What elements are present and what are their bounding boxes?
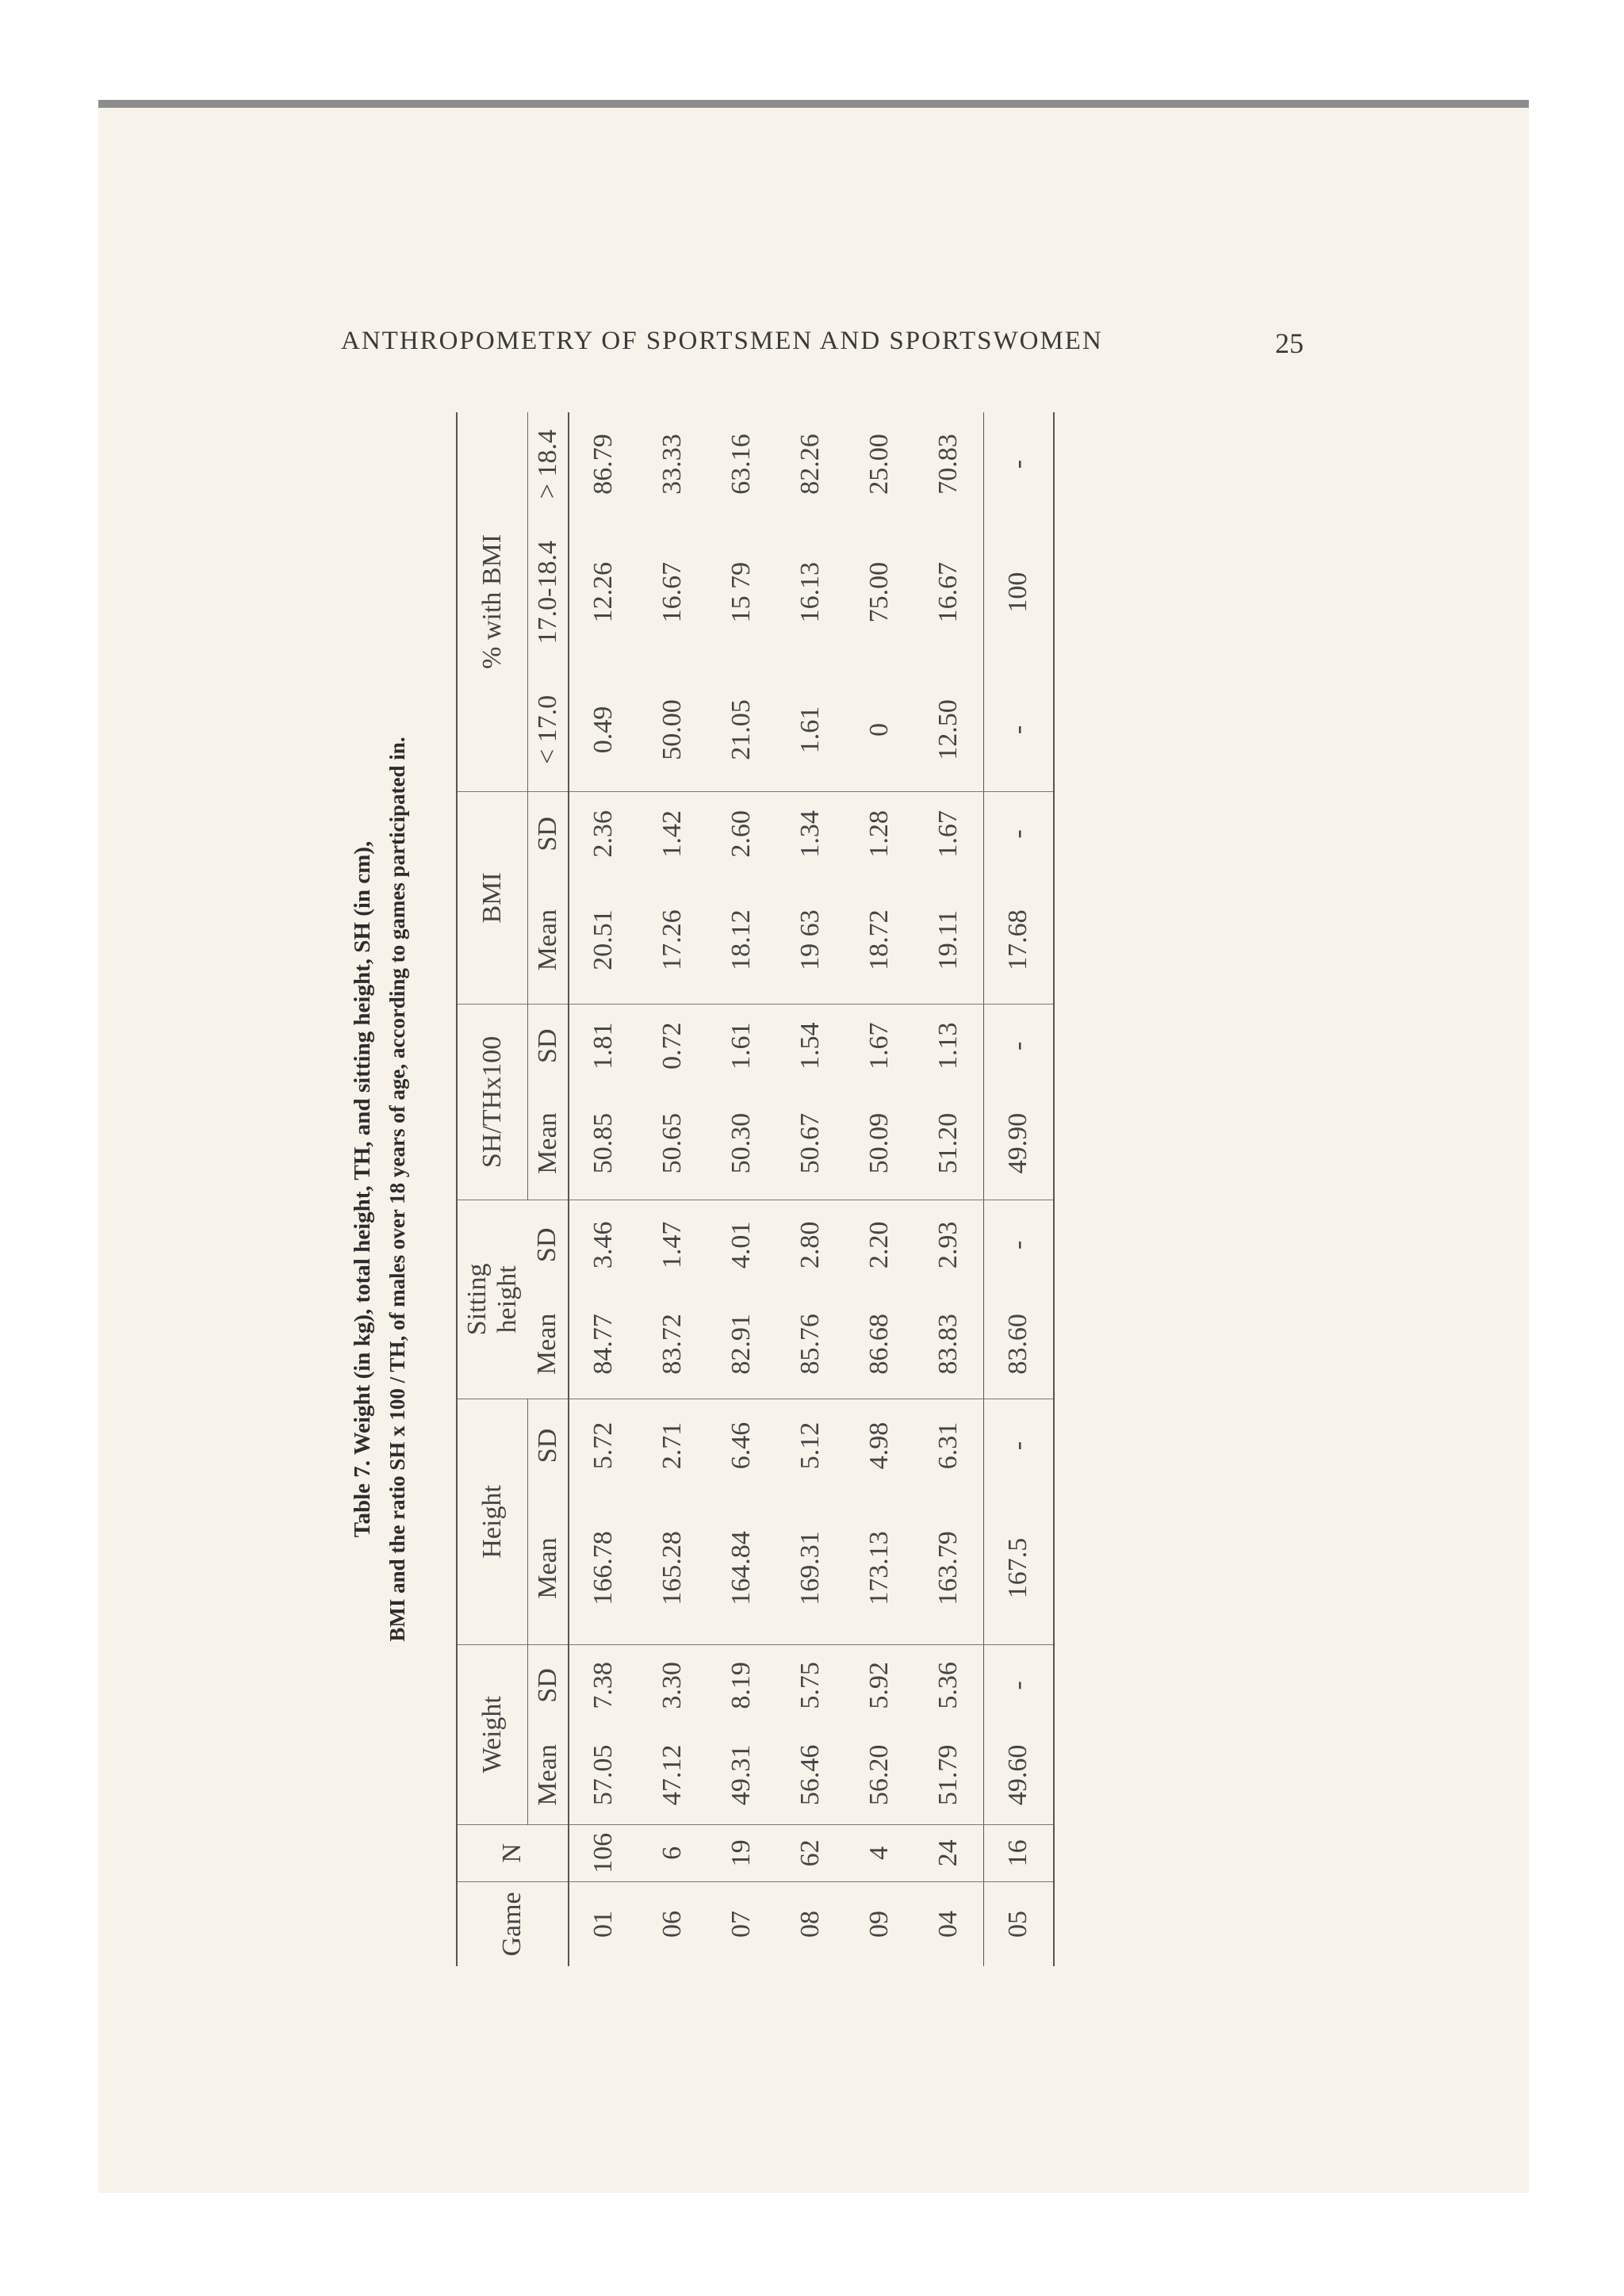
- header-bmi-sd: SD: [532, 817, 562, 851]
- header-height-sd: SD: [532, 1428, 562, 1464]
- cell-b-sd: 1.28: [864, 810, 894, 858]
- cell-w-sd: 3.30: [657, 1662, 687, 1709]
- table-row: [638, 412, 707, 1966]
- header-weight: Weight: [457, 1644, 527, 1824]
- table-row: [983, 412, 1054, 1966]
- cell-s-sd: 3.46: [588, 1221, 618, 1269]
- cell-w-mean: 49.60: [983, 1726, 1054, 1824]
- cell-p2: 16.67: [657, 561, 687, 623]
- header-ratio-mean: Mean: [527, 1087, 569, 1200]
- cell-r-sd: -: [983, 1004, 1054, 1088]
- header-pct-gt184: > 18.4: [532, 429, 562, 499]
- table-row: [914, 412, 984, 1966]
- cell-p1: 0.49: [569, 668, 638, 791]
- cell-h-mean: 163.79: [914, 1492, 984, 1644]
- table-body: [569, 412, 1054, 1966]
- data-table: [456, 412, 1055, 1966]
- cell-p3: -: [983, 412, 1054, 516]
- cell-r-mean: 50.30: [707, 1087, 776, 1200]
- cell-h-mean: 165.28: [638, 1492, 707, 1644]
- cell-w-sd: -: [983, 1644, 1054, 1726]
- cell-s-mean: 83.83: [914, 1290, 984, 1399]
- cell-w-mean: 56.46: [776, 1726, 845, 1824]
- cell-game: 06: [657, 1910, 687, 1938]
- cell-r-sd: 1.81: [588, 1022, 618, 1070]
- cell-n: 6: [638, 1824, 707, 1881]
- cell-r-sd: 1.67: [864, 1022, 894, 1070]
- cell-r-mean: 50.65: [638, 1087, 707, 1200]
- cell-game: 07: [726, 1910, 756, 1938]
- header-height: Height: [457, 1399, 527, 1644]
- cell-s-mean: 83.60: [983, 1290, 1054, 1399]
- cell-game: 09: [864, 1910, 894, 1938]
- cell-r-sd: 1.61: [726, 1022, 756, 1070]
- cell-n: 62: [776, 1824, 845, 1881]
- cell-r-mean: 51.20: [914, 1087, 984, 1200]
- header-ratio-sd: SD: [532, 1028, 562, 1064]
- cell-h-mean: 169.31: [776, 1492, 845, 1644]
- page-number: 25: [1275, 327, 1304, 359]
- cell-r-mean: 50.85: [569, 1087, 638, 1200]
- cell-b-mean: 17.68: [983, 876, 1054, 1004]
- cell-w-mean: 51.79: [914, 1726, 984, 1824]
- cell-b-mean: 18.72: [845, 876, 914, 1004]
- cell-h-mean: 167.5: [983, 1492, 1054, 1644]
- cell-s-sd: 2.80: [795, 1221, 825, 1269]
- cell-p3: 63.16: [726, 434, 756, 495]
- cell-r-sd: 1.54: [795, 1022, 825, 1070]
- header-weight-mean: Mean: [527, 1726, 569, 1824]
- cell-h-sd: 6.46: [726, 1422, 756, 1470]
- cell-w-sd: 7.38: [588, 1662, 618, 1709]
- header-sitting-height: [457, 1200, 527, 1399]
- cell-b-sd: 1.67: [933, 810, 963, 858]
- cell-game: 08: [795, 1910, 825, 1938]
- cell-r-mean: 50.09: [845, 1087, 914, 1200]
- cell-b-mean: 18.12: [707, 876, 776, 1004]
- cell-h-mean: 166.78: [569, 1492, 638, 1644]
- cell-p2: 75.00: [864, 561, 894, 623]
- table-row: [569, 412, 638, 1966]
- cell-h-mean: 173.13: [845, 1492, 914, 1644]
- cell-n: 19: [707, 1824, 776, 1881]
- cell-p3: 25.00: [864, 434, 894, 495]
- table-row: [776, 412, 845, 1966]
- cell-p1: -: [983, 668, 1054, 791]
- cell-p1: 1.61: [776, 668, 845, 791]
- cell-w-mean: 57.05: [569, 1726, 638, 1824]
- header-height-mean: Mean: [527, 1492, 569, 1644]
- header-bmi: BMI: [457, 791, 527, 1004]
- cell-w-mean: 49.31: [707, 1726, 776, 1824]
- cell-n: 24: [914, 1824, 984, 1881]
- cell-r-sd: 1.13: [933, 1022, 963, 1070]
- cell-s-sd: 1.47: [657, 1221, 687, 1269]
- caption-line-1: Table 7. Weight (in kg), total height, TH, and sitting height, SH (in cm),: [350, 840, 375, 1538]
- cell-p2: 12.26: [588, 561, 618, 623]
- table-caption: [350, 412, 410, 1966]
- cell-p2: 100: [983, 516, 1054, 668]
- cell-b-mean: 20.51: [569, 876, 638, 1004]
- cell-p1: 0: [845, 668, 914, 791]
- cell-h-sd: 5.12: [795, 1422, 825, 1470]
- cell-h-sd: 4.98: [864, 1422, 894, 1470]
- cell-h-sd: 5.72: [588, 1422, 618, 1470]
- header-sitting-sd: SD: [532, 1227, 562, 1263]
- cell-b-mean: 19.11: [914, 876, 984, 1004]
- cell-game: 04: [933, 1910, 963, 1938]
- header-bmi-mean: Mean: [527, 876, 569, 1004]
- table-row: [845, 412, 914, 1966]
- cell-w-sd: 8.19: [726, 1662, 756, 1709]
- cell-s-sd: 4.01: [726, 1221, 756, 1269]
- cell-w-mean: 47.12: [638, 1726, 707, 1824]
- cell-h-sd: -: [983, 1399, 1054, 1492]
- cell-w-sd: 5.36: [933, 1662, 963, 1709]
- cell-p1: 50.00: [638, 668, 707, 791]
- cell-s-mean: 83.72: [638, 1290, 707, 1399]
- cell-game: 01: [588, 1910, 618, 1938]
- running-head: ANTHROPOMETRY OF SPORTSMEN AND SPORTSWOMEN: [341, 327, 1103, 355]
- cell-b-sd: 2.36: [588, 810, 618, 858]
- cell-s-mean: 84.77: [569, 1290, 638, 1399]
- cell-b-sd: 1.42: [657, 810, 687, 858]
- cell-p1: 21.05: [707, 668, 776, 791]
- cell-s-mean: 85.76: [776, 1290, 845, 1399]
- cell-s-sd: 2.20: [864, 1221, 894, 1269]
- header-pct-bmi: % with BMI: [457, 412, 527, 791]
- cell-s-sd: -: [983, 1200, 1054, 1290]
- cell-h-sd: 6.31: [933, 1422, 963, 1470]
- cell-w-sd: 5.75: [795, 1662, 825, 1709]
- cell-p2: 15 79: [726, 561, 756, 623]
- rotated-table-block: [350, 412, 1266, 1966]
- cell-r-sd: 0.72: [657, 1022, 687, 1070]
- cell-n: 106: [569, 1824, 638, 1881]
- cell-p3: 70.83: [933, 434, 963, 495]
- header-pct-lt17: < 17.0: [527, 668, 569, 791]
- cell-s-mean: 86.68: [845, 1290, 914, 1399]
- cell-s-sd: 2.93: [933, 1221, 963, 1269]
- cell-p3: 82.26: [795, 434, 825, 495]
- cell-game: 05: [983, 1881, 1054, 1966]
- cell-p2: 16.67: [933, 561, 963, 623]
- header-pct-17-184: 17.0-18.4: [532, 540, 562, 645]
- cell-r-mean: 49.90: [983, 1087, 1054, 1200]
- cell-b-mean: 17.26: [638, 876, 707, 1004]
- cell-p1: 12.50: [914, 668, 984, 791]
- header-sitting-line-1: Sitting: [462, 1263, 492, 1336]
- header-weight-sd: SD: [532, 1668, 562, 1703]
- cell-b-sd: -: [983, 791, 1054, 876]
- header-ratio: SH/THx100: [457, 1004, 527, 1200]
- cell-h-mean: 164.84: [707, 1492, 776, 1644]
- table-row: [707, 412, 776, 1966]
- header-game: Game: [457, 1881, 569, 1966]
- header-sitting-mean: Mean: [527, 1290, 569, 1399]
- cell-p3: 86.79: [588, 434, 618, 495]
- header-sitting-line-2: height: [492, 1265, 522, 1334]
- cell-h-sd: 2.71: [657, 1422, 687, 1470]
- cell-p3: 33.33: [657, 434, 687, 495]
- cell-w-mean: 56.20: [845, 1726, 914, 1824]
- cell-b-sd: 2.60: [726, 810, 756, 858]
- cell-b-mean: 19 63: [776, 876, 845, 1004]
- cell-n: 16: [983, 1824, 1054, 1881]
- cell-r-mean: 50.67: [776, 1087, 845, 1200]
- caption-line-2: BMI and the ratio SH x 100 / TH, of males over 18 years of age, according to games participated in.: [385, 737, 409, 1642]
- header-n: N: [457, 1824, 569, 1881]
- cell-w-sd: 5.92: [864, 1662, 894, 1709]
- cell-p2: 16.13: [795, 561, 825, 623]
- cell-s-mean: 82.91: [707, 1290, 776, 1399]
- cell-n: 4: [845, 1824, 914, 1881]
- cell-b-sd: 1.34: [795, 810, 825, 858]
